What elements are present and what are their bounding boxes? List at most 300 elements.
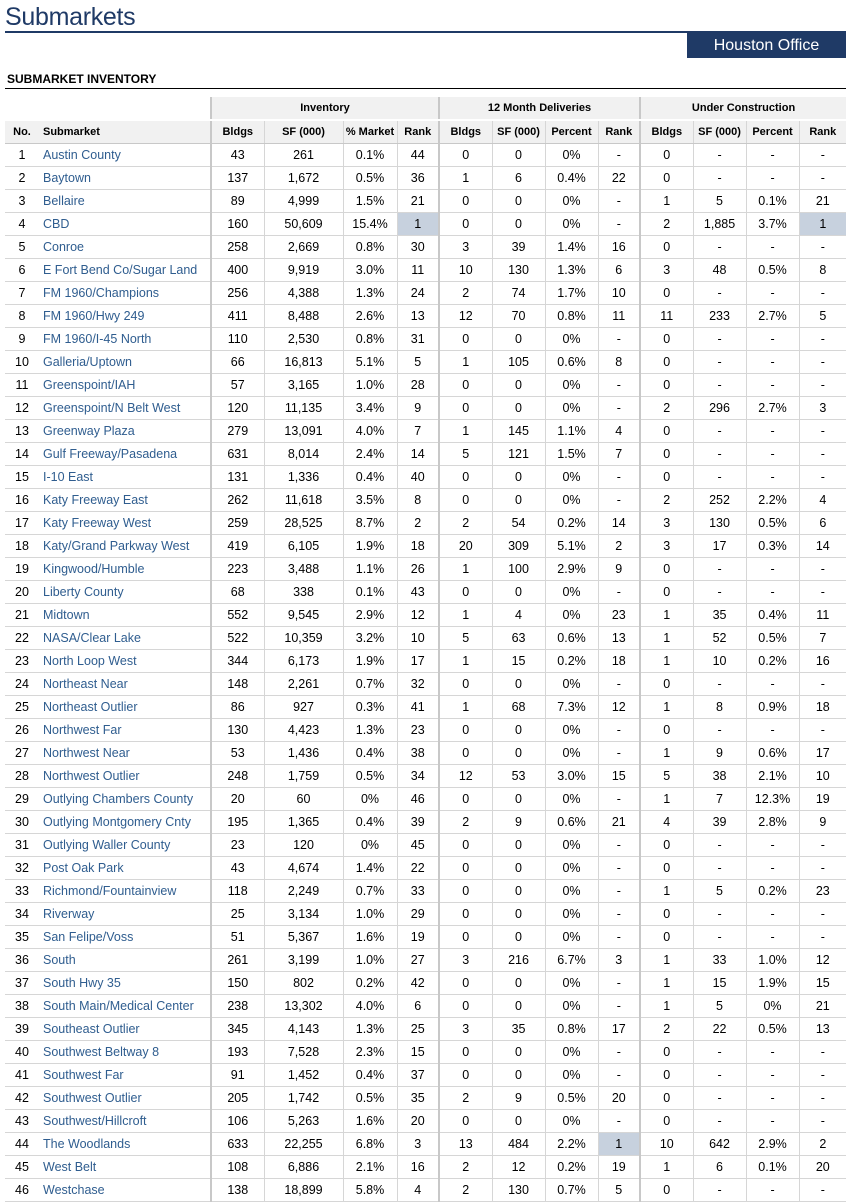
cell-inv-rank: 30	[397, 236, 439, 259]
cell-inv-sf: 11,618	[264, 489, 343, 512]
cell-inv-rank: 15	[397, 1041, 439, 1064]
cell-inv-bldgs: 419	[211, 535, 264, 558]
cell-del-bldgs: 0	[439, 972, 492, 995]
cell-no: 5	[5, 236, 39, 259]
cell-inv-rank: 44	[397, 144, 439, 167]
cell-inv-bldgs: 43	[211, 144, 264, 167]
cell-del-percent: 0.8%	[545, 305, 598, 328]
cell-uc-percent: 0%	[746, 995, 799, 1018]
cell-del-bldgs: 1	[439, 604, 492, 627]
cell-inv-sf: 1,365	[264, 811, 343, 834]
table-row	[5, 903, 846, 926]
cell-uc-percent: -	[746, 581, 799, 604]
cell-uc-percent: -	[746, 1087, 799, 1110]
cell-uc-bldgs: 1	[640, 696, 693, 719]
cell-no: 27	[5, 742, 39, 765]
cell-uc-bldgs: 0	[640, 857, 693, 880]
cell-del-percent: 0%	[545, 1041, 598, 1064]
cell-inv-bldgs: 522	[211, 627, 264, 650]
cell-uc-percent: -	[746, 374, 799, 397]
cell-uc-percent: 0.9%	[746, 696, 799, 719]
cell-submarket[interactable]: Katy/Grand Parkway West	[39, 535, 211, 558]
cell-uc-rank: -	[799, 1041, 846, 1064]
cell-del-percent: 1.1%	[545, 420, 598, 443]
cell-del-sf: 0	[492, 144, 545, 167]
cell-del-percent: 1.7%	[545, 282, 598, 305]
cell-inv-market: 0.1%	[343, 144, 397, 167]
cell-uc-bldgs: 0	[640, 1179, 693, 1202]
cell-del-bldgs: 0	[439, 788, 492, 811]
cell-uc-bldgs: 5	[640, 765, 693, 788]
cell-uc-rank: 13	[799, 1018, 846, 1041]
cell-submarket[interactable]: Midtown	[39, 604, 211, 627]
cell-del-percent: 0.6%	[545, 351, 598, 374]
cell-uc-rank: 6	[799, 512, 846, 535]
column-header-row	[5, 120, 846, 144]
cell-del-rank: -	[598, 489, 640, 512]
column-header-inv-sf: SF (000)	[264, 120, 343, 144]
cell-del-percent: 0.2%	[545, 512, 598, 535]
cell-no: 14	[5, 443, 39, 466]
table-row	[5, 604, 846, 627]
cell-inv-rank: 11	[397, 259, 439, 282]
cell-uc-rank: -	[799, 443, 846, 466]
cell-no: 46	[5, 1179, 39, 1202]
cell-inv-market: 0%	[343, 834, 397, 857]
cell-uc-rank: 11	[799, 604, 846, 627]
table-row	[5, 512, 846, 535]
cell-uc-rank: -	[799, 466, 846, 489]
cell-inv-bldgs: 148	[211, 673, 264, 696]
cell-submarket[interactable]: Kingwood/Humble	[39, 558, 211, 581]
cell-uc-bldgs: 11	[640, 305, 693, 328]
cell-del-rank: 8	[598, 351, 640, 374]
cell-submarket[interactable]: Northwest Outlier	[39, 765, 211, 788]
cell-uc-bldgs: 1	[640, 604, 693, 627]
cell-inv-rank: 24	[397, 282, 439, 305]
column-header-uc-percent: Percent	[746, 120, 799, 144]
cell-uc-percent: -	[746, 466, 799, 489]
cell-submarket[interactable]: Greenspoint/IAH	[39, 374, 211, 397]
cell-uc-rank: 10	[799, 765, 846, 788]
cell-uc-percent: -	[746, 328, 799, 351]
cell-del-sf: 0	[492, 995, 545, 1018]
cell-del-bldgs: 12	[439, 305, 492, 328]
cell-uc-sf: 5	[693, 880, 746, 903]
cell-uc-rank: -	[799, 1110, 846, 1133]
cell-uc-sf: -	[693, 1064, 746, 1087]
cell-inv-rank: 46	[397, 788, 439, 811]
cell-del-percent: 0%	[545, 374, 598, 397]
cell-no: 24	[5, 673, 39, 696]
cell-inv-rank: 4	[397, 1179, 439, 1202]
cell-uc-sf: -	[693, 834, 746, 857]
cell-uc-sf: 10	[693, 650, 746, 673]
cell-submarket[interactable]: Northeast Outlier	[39, 696, 211, 719]
cell-uc-percent: -	[746, 1110, 799, 1133]
cell-uc-percent: -	[746, 903, 799, 926]
cell-uc-rank: 16	[799, 650, 846, 673]
cell-inv-market: 0.4%	[343, 466, 397, 489]
cell-inv-market: 3.2%	[343, 627, 397, 650]
table-row	[5, 995, 846, 1018]
column-header-del-rank: Rank	[598, 120, 640, 144]
cell-inv-bldgs: 258	[211, 236, 264, 259]
cell-inv-bldgs: 261	[211, 949, 264, 972]
cell-del-percent: 5.1%	[545, 535, 598, 558]
cell-inv-market: 0.8%	[343, 236, 397, 259]
cell-submarket[interactable]: South Main/Medical Center	[39, 995, 211, 1018]
cell-del-percent: 2.9%	[545, 558, 598, 581]
table-row	[5, 696, 846, 719]
table-row	[5, 857, 846, 880]
cell-inv-market: 1.5%	[343, 190, 397, 213]
table-row	[5, 1179, 846, 1202]
cell-del-percent: 0%	[545, 880, 598, 903]
cell-submarket[interactable]: Post Oak Park	[39, 857, 211, 880]
cell-uc-percent: -	[746, 1179, 799, 1202]
cell-uc-rank: 20	[799, 1156, 846, 1179]
cell-inv-rank: 42	[397, 972, 439, 995]
cell-uc-bldgs: 4	[640, 811, 693, 834]
cell-uc-rank: 5	[799, 305, 846, 328]
cell-inv-rank: 33	[397, 880, 439, 903]
cell-inv-market: 5.1%	[343, 351, 397, 374]
cell-inv-rank: 21	[397, 190, 439, 213]
cell-submarket[interactable]: Northeast Near	[39, 673, 211, 696]
cell-submarket[interactable]: Katy Freeway West	[39, 512, 211, 535]
cell-inv-sf: 8,014	[264, 443, 343, 466]
cell-uc-rank: -	[799, 834, 846, 857]
cell-del-bldgs: 0	[439, 673, 492, 696]
cell-no: 9	[5, 328, 39, 351]
cell-uc-sf: -	[693, 558, 746, 581]
group-header-row	[5, 97, 846, 120]
cell-uc-bldgs: 0	[640, 282, 693, 305]
cell-no: 17	[5, 512, 39, 535]
cell-inv-rank: 9	[397, 397, 439, 420]
cell-inv-rank: 10	[397, 627, 439, 650]
cell-del-rank: -	[598, 190, 640, 213]
cell-submarket[interactable]: West Belt	[39, 1156, 211, 1179]
cell-no: 8	[5, 305, 39, 328]
cell-del-sf: 145	[492, 420, 545, 443]
cell-del-percent: 0%	[545, 397, 598, 420]
cell-inv-rank: 26	[397, 558, 439, 581]
cell-submarket[interactable]: Outlying Chambers County	[39, 788, 211, 811]
cell-inv-sf: 60	[264, 788, 343, 811]
cell-inv-market: 0.5%	[343, 1087, 397, 1110]
cell-del-percent: 0.8%	[545, 1018, 598, 1041]
cell-submarket[interactable]: E Fort Bend Co/Sugar Land	[39, 259, 211, 282]
cell-inv-market: 0.8%	[343, 328, 397, 351]
cell-submarket[interactable]: Northwest Near	[39, 742, 211, 765]
cell-submarket[interactable]: NASA/Clear Lake	[39, 627, 211, 650]
cell-submarket[interactable]: Austin County	[39, 144, 211, 167]
cell-submarket[interactable]: Greenspoint/N Belt West	[39, 397, 211, 420]
cell-submarket[interactable]: North Loop West	[39, 650, 211, 673]
cell-del-rank: -	[598, 673, 640, 696]
cell-uc-sf: -	[693, 466, 746, 489]
cell-uc-bldgs: 1	[640, 627, 693, 650]
table-row	[5, 236, 846, 259]
cell-del-sf: 0	[492, 972, 545, 995]
cell-del-rank: 11	[598, 305, 640, 328]
cell-del-rank: -	[598, 880, 640, 903]
cell-uc-sf: 130	[693, 512, 746, 535]
cell-del-rank: 2	[598, 535, 640, 558]
cell-uc-rank: 17	[799, 742, 846, 765]
cell-del-rank: -	[598, 1110, 640, 1133]
cell-submarket[interactable]: CBD	[39, 213, 211, 236]
cell-uc-percent: -	[746, 1041, 799, 1064]
cell-del-percent: 0%	[545, 834, 598, 857]
cell-del-bldgs: 0	[439, 581, 492, 604]
cell-submarket[interactable]: Greenway Plaza	[39, 420, 211, 443]
cell-uc-bldgs: 1	[640, 972, 693, 995]
cell-inv-sf: 927	[264, 696, 343, 719]
cell-del-rank: -	[598, 397, 640, 420]
market-badge: Houston Office	[687, 33, 846, 58]
cell-submarket[interactable]: Southwest Far	[39, 1064, 211, 1087]
cell-del-sf: 130	[492, 1179, 545, 1202]
cell-uc-percent: -	[746, 857, 799, 880]
cell-del-percent: 0%	[545, 995, 598, 1018]
cell-submarket[interactable]: Southwest/Hillcroft	[39, 1110, 211, 1133]
cell-inv-sf: 4,423	[264, 719, 343, 742]
cell-del-bldgs: 0	[439, 742, 492, 765]
cell-inv-sf: 16,813	[264, 351, 343, 374]
cell-no: 11	[5, 374, 39, 397]
cell-del-rank: 7	[598, 443, 640, 466]
cell-submarket[interactable]: Riverway	[39, 903, 211, 926]
cell-uc-sf: 5	[693, 995, 746, 1018]
cell-del-rank: -	[598, 328, 640, 351]
cell-uc-percent: -	[746, 144, 799, 167]
cell-del-percent: 1.4%	[545, 236, 598, 259]
cell-submarket[interactable]: Outlying Waller County	[39, 834, 211, 857]
cell-uc-percent: 2.2%	[746, 489, 799, 512]
cell-submarket[interactable]: South Hwy 35	[39, 972, 211, 995]
cell-uc-bldgs: 2	[640, 397, 693, 420]
cell-no: 28	[5, 765, 39, 788]
column-header-submarket: Submarket	[39, 120, 211, 144]
cell-inv-sf: 22,255	[264, 1133, 343, 1156]
cell-inv-market: 2.6%	[343, 305, 397, 328]
cell-del-percent: 0%	[545, 1064, 598, 1087]
cell-no: 31	[5, 834, 39, 857]
cell-uc-sf: 296	[693, 397, 746, 420]
cell-inv-rank: 28	[397, 374, 439, 397]
cell-submarket[interactable]: Southwest Outlier	[39, 1087, 211, 1110]
cell-inv-bldgs: 118	[211, 880, 264, 903]
cell-uc-percent: 0.5%	[746, 627, 799, 650]
cell-uc-bldgs: 2	[640, 489, 693, 512]
cell-submarket[interactable]: Outlying Montgomery Cnty	[39, 811, 211, 834]
cell-inv-rank: 19	[397, 926, 439, 949]
table-row	[5, 788, 846, 811]
cell-submarket[interactable]: Southeast Outlier	[39, 1018, 211, 1041]
cell-del-sf: 68	[492, 696, 545, 719]
cell-no: 7	[5, 282, 39, 305]
table-row	[5, 374, 846, 397]
table-row	[5, 650, 846, 673]
column-header-inv-bldgs: Bldgs	[211, 120, 264, 144]
cell-inv-bldgs: 91	[211, 1064, 264, 1087]
cell-del-bldgs: 2	[439, 512, 492, 535]
cell-uc-percent: -	[746, 236, 799, 259]
table-row	[5, 558, 846, 581]
cell-inv-sf: 2,530	[264, 328, 343, 351]
cell-inv-rank: 16	[397, 1156, 439, 1179]
table-body	[5, 144, 846, 1202]
cell-submarket[interactable]: I-10 East	[39, 466, 211, 489]
cell-inv-bldgs: 25	[211, 903, 264, 926]
cell-uc-bldgs: 0	[640, 167, 693, 190]
cell-inv-bldgs: 195	[211, 811, 264, 834]
cell-submarket[interactable]: Richmond/Fountainview	[39, 880, 211, 903]
cell-del-rank: 9	[598, 558, 640, 581]
cell-del-sf: 309	[492, 535, 545, 558]
cell-del-bldgs: 0	[439, 213, 492, 236]
table-row	[5, 765, 846, 788]
cell-del-sf: 0	[492, 834, 545, 857]
cell-submarket[interactable]: Baytown	[39, 167, 211, 190]
cell-del-sf: 121	[492, 443, 545, 466]
cell-submarket[interactable]: Gulf Freeway/Pasadena	[39, 443, 211, 466]
cell-no: 43	[5, 1110, 39, 1133]
cell-del-bldgs: 0	[439, 397, 492, 420]
cell-inv-sf: 261	[264, 144, 343, 167]
cell-submarket[interactable]: FM 1960/I-45 North	[39, 328, 211, 351]
cell-uc-sf: -	[693, 1087, 746, 1110]
cell-submarket[interactable]: Westchase	[39, 1179, 211, 1202]
cell-del-bldgs: 0	[439, 1064, 492, 1087]
cell-inv-rank: 45	[397, 834, 439, 857]
cell-uc-bldgs: 0	[640, 1064, 693, 1087]
table-row	[5, 1018, 846, 1041]
cell-no: 2	[5, 167, 39, 190]
table-row	[5, 880, 846, 903]
table-row	[5, 420, 846, 443]
cell-inv-market: 8.7%	[343, 512, 397, 535]
cell-submarket[interactable]: Galleria/Uptown	[39, 351, 211, 374]
cell-no: 32	[5, 857, 39, 880]
cell-submarket[interactable]: FM 1960/Hwy 249	[39, 305, 211, 328]
cell-del-bldgs: 2	[439, 1087, 492, 1110]
cell-submarket[interactable]: Conroe	[39, 236, 211, 259]
table-row	[5, 1110, 846, 1133]
cell-del-bldgs: 2	[439, 1156, 492, 1179]
cell-inv-sf: 802	[264, 972, 343, 995]
cell-inv-market: 2.4%	[343, 443, 397, 466]
cell-submarket[interactable]: Northwest Far	[39, 719, 211, 742]
cell-del-sf: 0	[492, 719, 545, 742]
cell-uc-rank: 1	[799, 213, 846, 236]
cell-no: 25	[5, 696, 39, 719]
cell-uc-bldgs: 0	[640, 374, 693, 397]
cell-del-percent: 0%	[545, 190, 598, 213]
cell-inv-bldgs: 51	[211, 926, 264, 949]
cell-submarket[interactable]: Southwest Beltway 8	[39, 1041, 211, 1064]
cell-uc-percent: -	[746, 558, 799, 581]
cell-inv-market: 1.4%	[343, 857, 397, 880]
submarket-inventory-table	[5, 97, 846, 1202]
cell-uc-bldgs: 1	[640, 190, 693, 213]
cell-del-bldgs: 0	[439, 926, 492, 949]
cell-inv-rank: 40	[397, 466, 439, 489]
cell-submarket[interactable]: Katy Freeway East	[39, 489, 211, 512]
cell-del-percent: 0%	[545, 903, 598, 926]
cell-del-rank: 17	[598, 1018, 640, 1041]
cell-uc-bldgs: 0	[640, 1087, 693, 1110]
cell-inv-market: 3.5%	[343, 489, 397, 512]
cell-del-rank: 4	[598, 420, 640, 443]
cell-inv-market: 0.3%	[343, 696, 397, 719]
cell-no: 37	[5, 972, 39, 995]
cell-submarket[interactable]: Bellaire	[39, 190, 211, 213]
cell-submarket[interactable]: South	[39, 949, 211, 972]
cell-inv-bldgs: 53	[211, 742, 264, 765]
cell-del-sf: 0	[492, 742, 545, 765]
group-header-under-construction: Under Construction	[640, 97, 846, 120]
cell-uc-sf: 33	[693, 949, 746, 972]
cell-submarket[interactable]: FM 1960/Champions	[39, 282, 211, 305]
cell-del-bldgs: 3	[439, 949, 492, 972]
cell-del-sf: 0	[492, 788, 545, 811]
cell-inv-market: 3.4%	[343, 397, 397, 420]
cell-inv-bldgs: 262	[211, 489, 264, 512]
cell-inv-rank: 41	[397, 696, 439, 719]
cell-del-rank: -	[598, 144, 640, 167]
cell-uc-percent: 0.5%	[746, 512, 799, 535]
cell-no: 20	[5, 581, 39, 604]
cell-uc-bldgs: 1	[640, 650, 693, 673]
cell-del-sf: 0	[492, 489, 545, 512]
cell-del-rank: 3	[598, 949, 640, 972]
cell-del-percent: 0%	[545, 742, 598, 765]
section-rule	[5, 88, 846, 89]
cell-del-percent: 0%	[545, 1110, 598, 1133]
group-header-inventory: Inventory	[211, 97, 439, 120]
cell-del-bldgs: 1	[439, 167, 492, 190]
cell-uc-bldgs: 1	[640, 742, 693, 765]
cell-del-sf: 9	[492, 811, 545, 834]
cell-del-bldgs: 2	[439, 811, 492, 834]
cell-inv-bldgs: 160	[211, 213, 264, 236]
cell-no: 4	[5, 213, 39, 236]
table-row	[5, 144, 846, 167]
cell-no: 18	[5, 535, 39, 558]
cell-submarket[interactable]: San Felipe/Voss	[39, 926, 211, 949]
cell-uc-sf: 15	[693, 972, 746, 995]
cell-del-percent: 3.0%	[545, 765, 598, 788]
cell-del-percent: 0.7%	[545, 1179, 598, 1202]
cell-no: 19	[5, 558, 39, 581]
cell-submarket[interactable]: The Woodlands	[39, 1133, 211, 1156]
cell-no: 45	[5, 1156, 39, 1179]
cell-uc-bldgs: 1	[640, 788, 693, 811]
cell-del-rank: 5	[598, 1179, 640, 1202]
cell-del-rank: 21	[598, 811, 640, 834]
cell-del-sf: 0	[492, 581, 545, 604]
cell-del-sf: 0	[492, 374, 545, 397]
table-row	[5, 1156, 846, 1179]
cell-del-sf: 130	[492, 259, 545, 282]
cell-inv-market: 0.7%	[343, 673, 397, 696]
cell-submarket[interactable]: Liberty County	[39, 581, 211, 604]
cell-inv-bldgs: 120	[211, 397, 264, 420]
